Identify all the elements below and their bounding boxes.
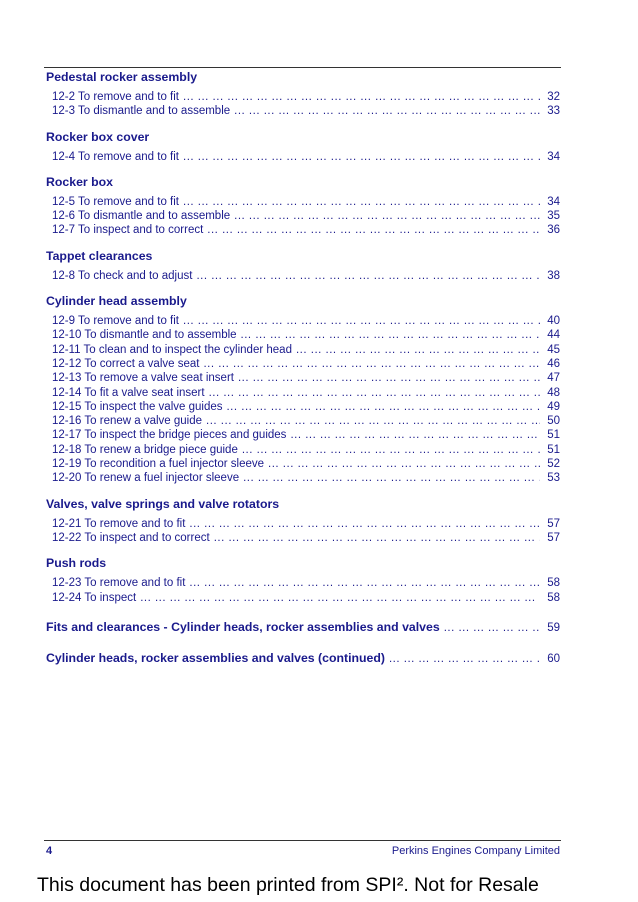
dot-leader bbox=[214, 531, 540, 545]
toc-entry[interactable] bbox=[46, 591, 560, 605]
toc-section bbox=[46, 129, 560, 164]
top-rule bbox=[44, 67, 561, 68]
dot-leader bbox=[444, 620, 540, 636]
section-heading: Pedestal rocker assembly bbox=[46, 70, 198, 84]
toc-entry-page: 51 bbox=[547, 429, 560, 442]
toc-entry-label: 12-24 To inspect bbox=[52, 591, 137, 604]
toc-entry-page: 34 bbox=[547, 150, 560, 163]
toc-entry[interactable] bbox=[46, 371, 560, 385]
section-heading: Rocker box cover bbox=[46, 129, 150, 144]
print-watermark: This document has been printed from SPI². Not for Resale bbox=[37, 874, 539, 896]
toc-entry-page: 58 bbox=[547, 577, 560, 590]
toc-entry-page: 34 bbox=[547, 195, 560, 208]
footer-company-name: Perkins Engines Company Limited bbox=[391, 845, 560, 857]
toc-entry[interactable] bbox=[46, 90, 560, 104]
table-of-contents bbox=[46, 69, 560, 667]
section-entries bbox=[46, 314, 560, 486]
section-entries bbox=[46, 195, 560, 238]
toc-entry-page: 36 bbox=[547, 224, 560, 237]
section-heading: Push rods bbox=[46, 556, 107, 571]
toc-entry-label: 12-6 To dismantle and to assemble bbox=[52, 210, 231, 223]
toc-entry-label: 12-7 To inspect and to correct bbox=[52, 224, 204, 237]
toc-entry-label: 12-23 To remove and to fit bbox=[52, 577, 186, 590]
toc-entry-label: 12-3 To dismantle and to assemble bbox=[52, 105, 231, 118]
toc-entry-page: 57 bbox=[547, 517, 560, 530]
section-entries bbox=[46, 269, 560, 283]
dot-leader bbox=[242, 443, 540, 457]
dot-leader bbox=[203, 357, 540, 371]
dot-leader bbox=[183, 314, 540, 328]
toc-entry[interactable] bbox=[46, 328, 560, 342]
toc-entry[interactable] bbox=[46, 357, 560, 371]
toc-entry[interactable] bbox=[46, 223, 560, 237]
dot-leader bbox=[189, 517, 540, 531]
toc-entry-label: 12-22 To inspect and to correct bbox=[52, 531, 210, 544]
toc-entry[interactable] bbox=[46, 400, 560, 414]
toc-entry-page: 40 bbox=[547, 315, 560, 328]
toc-heading-entry-page: 60 bbox=[547, 652, 560, 665]
toc-entry-page: 58 bbox=[547, 591, 560, 604]
toc-entry-label: 12-2 To remove and to fit bbox=[52, 91, 179, 103]
dot-leader bbox=[206, 414, 540, 428]
toc-entry-page: 53 bbox=[547, 472, 560, 485]
toc-entry-page: 52 bbox=[547, 458, 560, 471]
toc-heading-entries bbox=[46, 619, 560, 667]
toc-entry-page: 51 bbox=[547, 443, 560, 456]
toc-entry-page: 57 bbox=[547, 531, 560, 544]
dot-leader bbox=[189, 576, 540, 590]
toc-entry[interactable] bbox=[46, 443, 560, 457]
toc-entry-page: 32 bbox=[547, 91, 560, 103]
toc-entry-label: 12-9 To remove and to fit bbox=[52, 315, 179, 328]
toc-entry-label: 12-5 To remove and to fit bbox=[52, 195, 179, 208]
toc-entry[interactable] bbox=[46, 457, 560, 471]
toc-entry[interactable] bbox=[46, 471, 560, 485]
toc-entry[interactable] bbox=[46, 209, 560, 223]
toc-entry-page: 33 bbox=[547, 105, 560, 118]
dot-leader bbox=[234, 104, 540, 118]
dot-leader bbox=[183, 90, 540, 104]
toc-entry-label: 12-21 To remove and to fit bbox=[52, 517, 186, 530]
section-entries bbox=[46, 150, 560, 164]
toc-section bbox=[46, 555, 560, 605]
section-heading: Valves, valve springs and valve rotators bbox=[46, 496, 280, 511]
toc-entry-label: 12-19 To recondition a fuel injector sleeve bbox=[52, 458, 265, 471]
section-entries bbox=[46, 576, 560, 605]
bottom-rule bbox=[44, 840, 561, 841]
dot-leader bbox=[207, 223, 540, 237]
toc-entry[interactable] bbox=[46, 428, 560, 442]
toc-entry-label: 12-17 To inspect the bridge pieces and guides bbox=[52, 429, 287, 442]
dot-leader bbox=[196, 269, 540, 283]
section-heading: Cylinder head assembly bbox=[46, 294, 187, 309]
toc-entry[interactable] bbox=[46, 150, 560, 164]
section-heading: Tappet clearances bbox=[46, 248, 153, 263]
toc-entry-label: 12-20 To renew a fuel injector sleeve bbox=[52, 472, 240, 485]
toc-section bbox=[46, 496, 560, 546]
dot-leader bbox=[140, 591, 540, 605]
toc-entry-label: 12-11 To clean and to inspect the cylinder head bbox=[52, 343, 292, 356]
toc-entry-label: 12-4 To remove and to fit bbox=[52, 150, 179, 163]
dot-leader bbox=[389, 651, 540, 667]
toc-entry-label: 12-10 To dismantle and to assemble bbox=[52, 329, 237, 342]
toc-section bbox=[46, 248, 560, 283]
toc-entry-page: 46 bbox=[547, 357, 560, 370]
footer-page-number: 4 bbox=[46, 845, 53, 857]
toc-heading-entry[interactable] bbox=[46, 650, 560, 667]
toc-entry[interactable] bbox=[46, 386, 560, 400]
dot-leader bbox=[234, 209, 540, 223]
toc-entry-page: 47 bbox=[547, 372, 560, 385]
dot-leader bbox=[296, 343, 540, 357]
toc-entry[interactable] bbox=[46, 314, 560, 328]
toc-entry[interactable] bbox=[46, 517, 560, 531]
toc-entry[interactable] bbox=[46, 531, 560, 545]
toc-entry-page: 49 bbox=[547, 400, 560, 413]
section-heading: Rocker box bbox=[46, 174, 113, 189]
toc-entry-page: 48 bbox=[547, 386, 560, 399]
toc-entry[interactable] bbox=[46, 195, 560, 209]
toc-entry-label: 12-12 To correct a valve seat bbox=[52, 357, 200, 370]
dot-leader bbox=[183, 150, 540, 164]
dot-leader bbox=[243, 471, 540, 485]
toc-heading-entry-label: Fits and clearances - Cylinder heads, rocker assemblies and valves bbox=[46, 619, 440, 634]
toc-entry[interactable] bbox=[46, 576, 560, 590]
dot-leader bbox=[268, 457, 540, 471]
toc-entry[interactable] bbox=[46, 104, 560, 118]
toc-entry[interactable] bbox=[46, 269, 560, 283]
dot-leader bbox=[290, 428, 540, 442]
toc-entry-label: 12-16 To renew a valve guide bbox=[52, 415, 203, 428]
toc-heading-entry[interactable] bbox=[46, 619, 560, 636]
toc-section bbox=[46, 69, 560, 119]
section-entries bbox=[46, 517, 560, 546]
toc-entry-page: 35 bbox=[547, 210, 560, 223]
dot-leader bbox=[241, 328, 540, 342]
dot-leader bbox=[238, 371, 540, 385]
toc-entry-label: 12-14 To fit a valve seat insert bbox=[52, 386, 205, 399]
toc-entry[interactable] bbox=[46, 414, 560, 428]
toc-section bbox=[46, 174, 560, 238]
toc-entry-label: 12-18 To renew a bridge piece guide bbox=[52, 443, 238, 456]
section-entries bbox=[46, 90, 560, 119]
toc-entry-page: 50 bbox=[547, 415, 560, 428]
toc-sections bbox=[46, 69, 560, 605]
toc-entry-label: 12-15 To inspect the valve guides bbox=[52, 400, 223, 413]
toc-entry-label: 12-8 To check and to adjust bbox=[52, 269, 193, 282]
dot-leader bbox=[209, 386, 540, 400]
toc-section bbox=[46, 293, 560, 486]
toc-entry-label: 12-13 To remove a valve seat insert bbox=[52, 372, 234, 385]
toc-entry[interactable] bbox=[46, 343, 560, 357]
toc-heading-entry-page: 59 bbox=[547, 621, 560, 634]
toc-entry-page: 44 bbox=[547, 329, 560, 342]
dot-leader bbox=[183, 195, 540, 209]
dot-leader bbox=[226, 400, 540, 414]
toc-entry-page: 38 bbox=[547, 269, 560, 282]
toc-entry-page: 45 bbox=[547, 343, 560, 356]
toc-heading-entry-label: Cylinder heads, rocker assemblies and valves (continued) bbox=[46, 650, 385, 665]
